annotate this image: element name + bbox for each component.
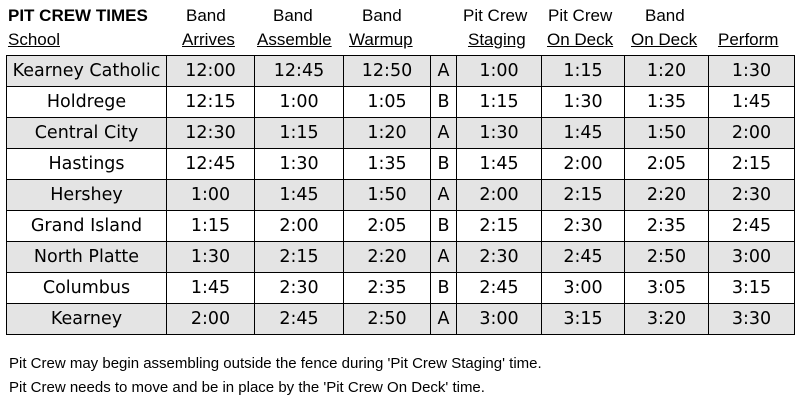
band-warmup-cell: 2:50 xyxy=(344,304,431,335)
table-row xyxy=(7,180,795,211)
table-row xyxy=(7,242,795,273)
band-warmup-cell: 1:35 xyxy=(344,149,431,180)
band-assemble-cell: 1:30 xyxy=(255,149,344,180)
pit-staging-cell: 1:15 xyxy=(457,87,542,118)
col-header-band-assemble-line1: Band xyxy=(273,6,313,25)
pit-on-deck-cell: 3:15 xyxy=(542,304,625,335)
col-header-pit-staging-line1: Pit Crew xyxy=(463,6,528,25)
band-on-deck-cell: 2:05 xyxy=(625,149,709,180)
group-cell: A xyxy=(431,56,457,87)
page-title: PIT CREW TIMES xyxy=(8,6,148,25)
pit-on-deck-cell: 2:00 xyxy=(542,149,625,180)
band-warmup-cell: 2:35 xyxy=(344,273,431,304)
band-warmup-cell: 1:50 xyxy=(344,180,431,211)
school-cell: Hershey xyxy=(7,180,167,211)
perform-cell: 3:30 xyxy=(709,304,795,335)
col-header-pit-staging-line2: Staging xyxy=(468,30,526,49)
table-row xyxy=(7,118,795,149)
group-cell: A xyxy=(431,242,457,273)
band-assemble-cell: 12:45 xyxy=(255,56,344,87)
table-row xyxy=(7,273,795,304)
school-cell: Kearney xyxy=(7,304,167,335)
band-warmup-cell: 1:05 xyxy=(344,87,431,118)
perform-cell: 2:15 xyxy=(709,149,795,180)
col-header-band-assemble-line2: Assemble xyxy=(257,30,332,49)
pit-staging-cell: 2:15 xyxy=(457,211,542,242)
school-cell: Kearney Catholic xyxy=(7,56,167,87)
pit-staging-cell: 1:45 xyxy=(457,149,542,180)
col-header-band-warmup-line2: Warmup xyxy=(349,30,413,49)
band-on-deck-cell: 2:50 xyxy=(625,242,709,273)
band-warmup-cell: 2:05 xyxy=(344,211,431,242)
pit-staging-cell: 2:45 xyxy=(457,273,542,304)
band-arrives-cell: 12:45 xyxy=(167,149,255,180)
band-arrives-cell: 1:15 xyxy=(167,211,255,242)
pit-on-deck-cell: 1:15 xyxy=(542,56,625,87)
band-assemble-cell: 1:15 xyxy=(255,118,344,149)
band-on-deck-cell: 1:35 xyxy=(625,87,709,118)
band-assemble-cell: 1:00 xyxy=(255,87,344,118)
perform-cell: 3:00 xyxy=(709,242,795,273)
pit-on-deck-cell: 1:45 xyxy=(542,118,625,149)
col-header-band-arrives-line1: Band xyxy=(186,6,226,25)
band-arrives-cell: 1:45 xyxy=(167,273,255,304)
band-assemble-cell: 2:30 xyxy=(255,273,344,304)
band-arrives-cell: 12:00 xyxy=(167,56,255,87)
school-cell: North Platte xyxy=(7,242,167,273)
pit-on-deck-cell: 3:00 xyxy=(542,273,625,304)
school-cell: Grand Island xyxy=(7,211,167,242)
col-header-band-warmup-line1: Band xyxy=(362,6,402,25)
school-cell: Holdrege xyxy=(7,87,167,118)
band-warmup-cell: 2:20 xyxy=(344,242,431,273)
table-row xyxy=(7,56,795,87)
band-arrives-cell: 2:00 xyxy=(167,304,255,335)
band-on-deck-cell: 3:05 xyxy=(625,273,709,304)
group-cell: B xyxy=(431,211,457,242)
school-column-header: School xyxy=(8,30,60,49)
band-on-deck-cell: 3:20 xyxy=(625,304,709,335)
band-on-deck-cell: 1:50 xyxy=(625,118,709,149)
schedule-table xyxy=(6,55,795,335)
band-arrives-cell: 1:00 xyxy=(167,180,255,211)
pit-staging-cell: 2:30 xyxy=(457,242,542,273)
band-warmup-cell: 1:20 xyxy=(344,118,431,149)
school-cell: Columbus xyxy=(7,273,167,304)
pit-staging-cell: 2:00 xyxy=(457,180,542,211)
group-cell: B xyxy=(431,87,457,118)
band-assemble-cell: 1:45 xyxy=(255,180,344,211)
col-header-pit-on-deck-line1: Pit Crew xyxy=(548,6,613,25)
table-row xyxy=(7,211,795,242)
note-staging: Pit Crew may begin assembling outside the fence during 'Pit Crew Staging' time. xyxy=(9,355,542,372)
group-cell: A xyxy=(431,180,457,211)
perform-cell: 1:45 xyxy=(709,87,795,118)
band-warmup-cell: 12:50 xyxy=(344,56,431,87)
band-arrives-cell: 12:30 xyxy=(167,118,255,149)
band-assemble-cell: 2:00 xyxy=(255,211,344,242)
pit-staging-cell: 1:00 xyxy=(457,56,542,87)
group-cell: A xyxy=(431,118,457,149)
perform-cell: 3:15 xyxy=(709,273,795,304)
band-arrives-cell: 12:15 xyxy=(167,87,255,118)
table-row xyxy=(7,149,795,180)
pit-staging-cell: 1:30 xyxy=(457,118,542,149)
band-assemble-cell: 2:45 xyxy=(255,304,344,335)
band-on-deck-cell: 2:20 xyxy=(625,180,709,211)
school-cell: Hastings xyxy=(7,149,167,180)
pit-staging-cell: 3:00 xyxy=(457,304,542,335)
perform-cell: 2:00 xyxy=(709,118,795,149)
band-assemble-cell: 2:15 xyxy=(255,242,344,273)
group-cell: A xyxy=(431,304,457,335)
col-header-band-arrives-line2: Arrives xyxy=(182,30,235,49)
band-on-deck-cell: 1:20 xyxy=(625,56,709,87)
group-cell: B xyxy=(431,149,457,180)
table-row xyxy=(7,87,795,118)
perform-cell: 2:30 xyxy=(709,180,795,211)
band-on-deck-cell: 2:35 xyxy=(625,211,709,242)
table-row xyxy=(7,304,795,335)
pit-on-deck-cell: 2:30 xyxy=(542,211,625,242)
pit-on-deck-cell: 2:45 xyxy=(542,242,625,273)
col-header-pit-on-deck-line2: On Deck xyxy=(547,30,614,49)
school-cell: Central City xyxy=(7,118,167,149)
notes xyxy=(9,352,542,400)
perform-cell: 2:45 xyxy=(709,211,795,242)
pit-on-deck-cell: 2:15 xyxy=(542,180,625,211)
note-on-deck: Pit Crew needs to move and be in place by the 'Pit Crew On Deck' time. xyxy=(9,379,485,396)
col-header-band-on-deck-line2: On Deck xyxy=(631,30,698,49)
col-header-perform-line2: Perform xyxy=(718,30,779,49)
col-header-band-on-deck-line1: Band xyxy=(645,6,685,25)
header xyxy=(0,0,800,56)
band-arrives-cell: 1:30 xyxy=(167,242,255,273)
group-cell: B xyxy=(431,273,457,304)
pit-on-deck-cell: 1:30 xyxy=(542,87,625,118)
perform-cell: 1:30 xyxy=(709,56,795,87)
